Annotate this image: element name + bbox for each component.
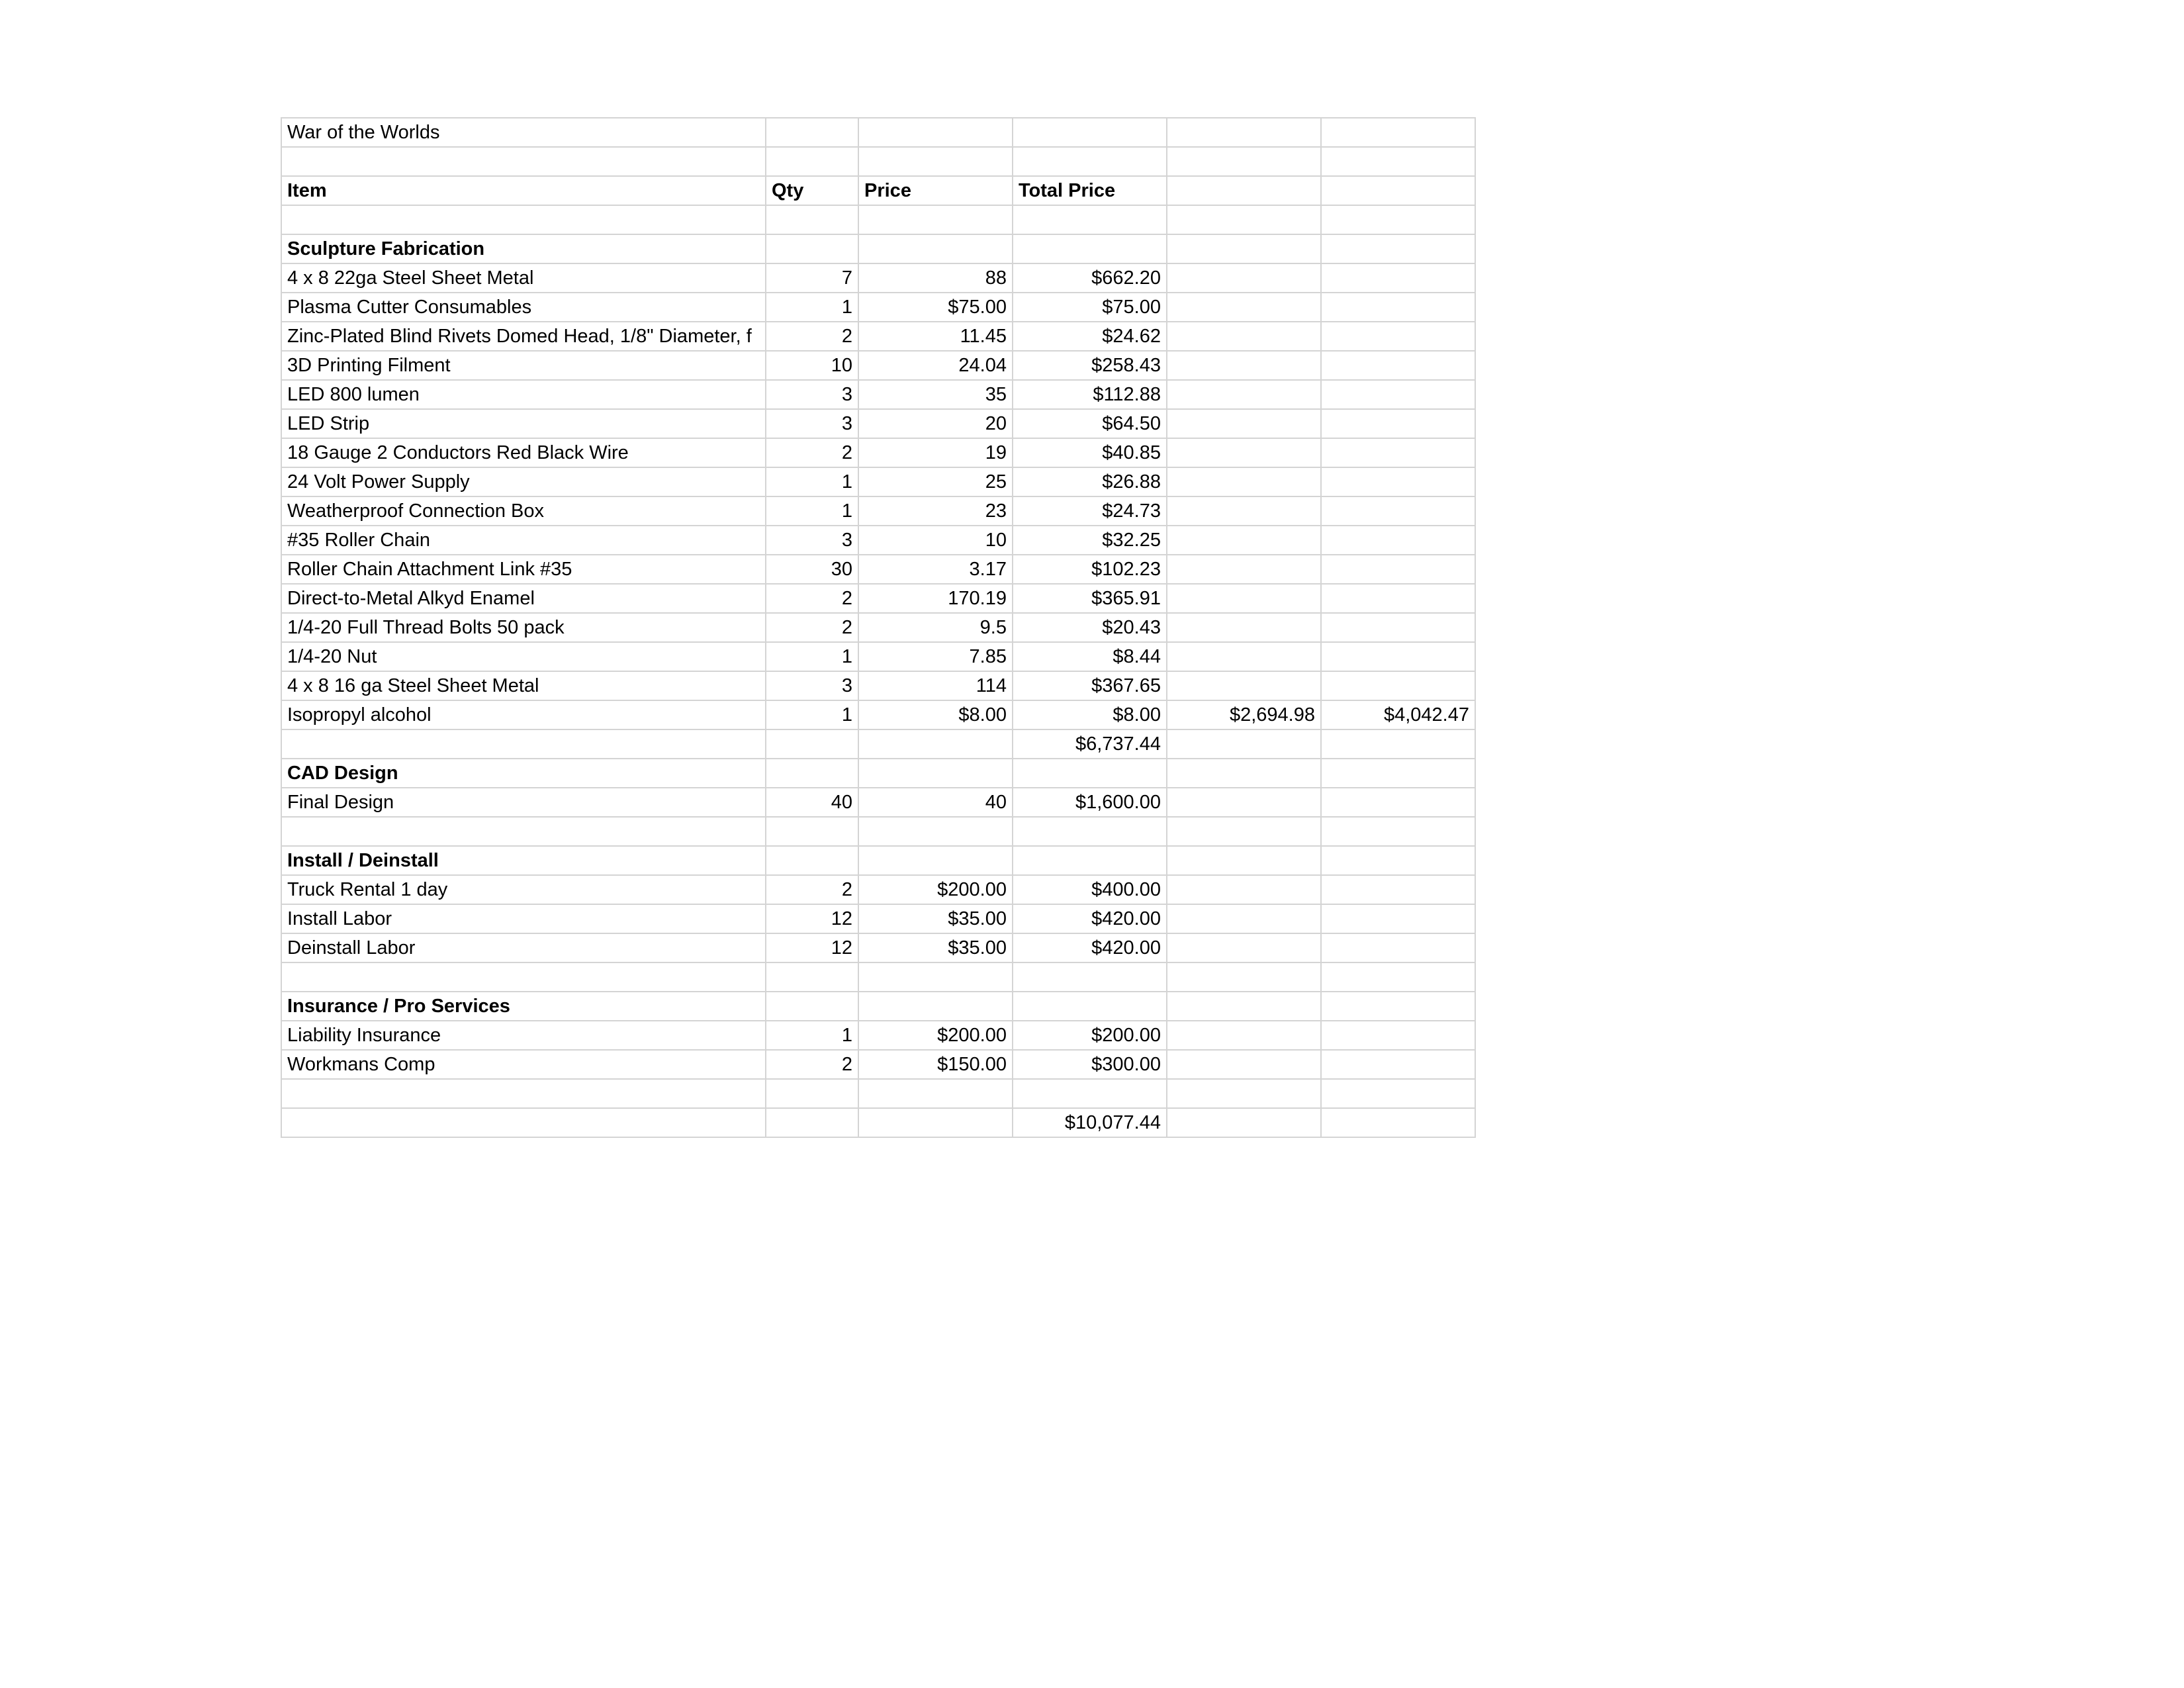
table-row [281, 1050, 1475, 1079]
cell-r5-c0[interactable]: 4 x 8 22ga Steel Sheet Metal [281, 263, 766, 293]
cell-r2-c2[interactable]: Price [858, 176, 1013, 205]
cell-r8-c3[interactable]: $258.43 [1013, 351, 1167, 380]
cell-r32-c1[interactable]: 2 [766, 1050, 858, 1079]
cell-r19-c2[interactable]: 114 [858, 671, 1013, 700]
table-row [281, 263, 1475, 293]
cell-r5-c2[interactable]: 88 [858, 263, 1013, 293]
table-row [281, 467, 1475, 496]
cell-r2-c3[interactable]: Total Price [1013, 176, 1167, 205]
empty-row [281, 147, 1475, 176]
cell-r4-c0[interactable]: Sculpture Fabrication [281, 234, 766, 263]
cell-r0-c4[interactable] [1167, 118, 1321, 147]
cell-r27-c5[interactable] [1321, 904, 1475, 933]
cell-r28-c4[interactable] [1167, 933, 1321, 962]
cell-r25-c1[interactable] [766, 846, 858, 875]
cell-r12-c0[interactable]: 24 Volt Power Supply [281, 467, 766, 496]
cell-r16-c3[interactable]: $365.91 [1013, 584, 1167, 613]
cell-r27-c2[interactable]: $35.00 [858, 904, 1013, 933]
cell-r11-c2[interactable]: 19 [858, 438, 1013, 467]
table-row [281, 613, 1475, 642]
cell-r33-c0[interactable] [281, 1079, 766, 1108]
cell-r1-c1[interactable] [766, 147, 858, 176]
cell-r2-c1[interactable]: Qty [766, 176, 858, 205]
cell-r32-c0[interactable]: Workmans Comp [281, 1050, 766, 1079]
cell-r4-c2[interactable] [858, 234, 1013, 263]
cell-r19-c3[interactable]: $367.65 [1013, 671, 1167, 700]
cell-r12-c4[interactable] [1167, 467, 1321, 496]
spreadsheet-body [281, 118, 1475, 1137]
cell-r3-c1[interactable] [766, 205, 858, 234]
cell-r16-c0[interactable]: Direct-to-Metal Alkyd Enamel [281, 584, 766, 613]
cell-r17-c1[interactable]: 2 [766, 613, 858, 642]
cell-r10-c3[interactable]: $64.50 [1013, 409, 1167, 438]
cell-r1-c3[interactable] [1013, 147, 1167, 176]
cell-r23-c1[interactable]: 40 [766, 788, 858, 817]
cell-r29-c3[interactable] [1013, 962, 1167, 992]
cell-r26-c3[interactable]: $400.00 [1013, 875, 1167, 904]
cell-r13-c5[interactable] [1321, 496, 1475, 526]
cell-r14-c2[interactable]: 10 [858, 526, 1013, 555]
cell-r25-c4[interactable] [1167, 846, 1321, 875]
cell-r30-c5[interactable] [1321, 992, 1475, 1021]
cell-r10-c2[interactable]: 20 [858, 409, 1013, 438]
cell-r24-c3[interactable] [1013, 817, 1167, 846]
cell-r33-c3[interactable] [1013, 1079, 1167, 1108]
cell-r6-c1[interactable]: 1 [766, 293, 858, 322]
cell-r11-c1[interactable]: 2 [766, 438, 858, 467]
cell-r7-c5[interactable] [1321, 322, 1475, 351]
cell-r19-c1[interactable]: 3 [766, 671, 858, 700]
cell-r15-c5[interactable] [1321, 555, 1475, 584]
cell-r7-c3[interactable]: $24.62 [1013, 322, 1167, 351]
section-header-row [281, 234, 1475, 263]
cell-r0-c0[interactable]: War of the Worlds [281, 118, 766, 147]
cell-r15-c0[interactable]: Roller Chain Attachment Link #35 [281, 555, 766, 584]
cell-r33-c4[interactable] [1167, 1079, 1321, 1108]
cell-r3-c4[interactable] [1167, 205, 1321, 234]
cell-r6-c3[interactable]: $75.00 [1013, 293, 1167, 322]
cell-r23-c0[interactable]: Final Design [281, 788, 766, 817]
cell-r7-c1[interactable]: 2 [766, 322, 858, 351]
cell-r3-c2[interactable] [858, 205, 1013, 234]
table-row [281, 322, 1475, 351]
cell-r14-c0[interactable]: #35 Roller Chain [281, 526, 766, 555]
cell-r21-c4[interactable] [1167, 729, 1321, 759]
table-row [281, 293, 1475, 322]
table-row [281, 584, 1475, 613]
cell-r6-c0[interactable]: Plasma Cutter Consumables [281, 293, 766, 322]
cell-r12-c5[interactable] [1321, 467, 1475, 496]
cell-r10-c4[interactable] [1167, 409, 1321, 438]
cell-r3-c5[interactable] [1321, 205, 1475, 234]
cell-r34-c4[interactable] [1167, 1108, 1321, 1137]
cell-r31-c0[interactable]: Liability Insurance [281, 1021, 766, 1050]
cell-r20-c4[interactable]: $2,694.98 [1167, 700, 1321, 729]
table-row [281, 438, 1475, 467]
cell-r17-c2[interactable]: 9.5 [858, 613, 1013, 642]
table-row [281, 904, 1475, 933]
cell-r29-c5[interactable] [1321, 962, 1475, 992]
table-row [281, 380, 1475, 409]
column-header-row [281, 176, 1475, 205]
spreadsheet-table [281, 117, 1476, 1138]
cell-r23-c2[interactable]: 40 [858, 788, 1013, 817]
cell-r30-c2[interactable] [858, 992, 1013, 1021]
cell-r11-c3[interactable]: $40.85 [1013, 438, 1167, 467]
cell-r20-c1[interactable]: 1 [766, 700, 858, 729]
cell-r5-c4[interactable] [1167, 263, 1321, 293]
cell-r2-c4[interactable] [1167, 176, 1321, 205]
cell-r22-c2[interactable] [858, 759, 1013, 788]
cell-r27-c0[interactable]: Install Labor [281, 904, 766, 933]
cell-r34-c3[interactable]: $10,077.44 [1013, 1108, 1167, 1137]
cell-r29-c0[interactable] [281, 962, 766, 992]
cell-r31-c4[interactable] [1167, 1021, 1321, 1050]
cell-r30-c3[interactable] [1013, 992, 1167, 1021]
table-row [281, 496, 1475, 526]
cell-r6-c4[interactable] [1167, 293, 1321, 322]
cell-r24-c1[interactable] [766, 817, 858, 846]
cell-r19-c5[interactable] [1321, 671, 1475, 700]
cell-r16-c4[interactable] [1167, 584, 1321, 613]
cell-r8-c0[interactable]: 3D Printing Filment [281, 351, 766, 380]
cell-r32-c3[interactable]: $300.00 [1013, 1050, 1167, 1079]
cell-r21-c3[interactable]: $6,737.44 [1013, 729, 1167, 759]
cell-r14-c1[interactable]: 3 [766, 526, 858, 555]
cell-r8-c4[interactable] [1167, 351, 1321, 380]
cell-r27-c3[interactable]: $420.00 [1013, 904, 1167, 933]
cell-r34-c2[interactable] [858, 1108, 1013, 1137]
cell-r21-c1[interactable] [766, 729, 858, 759]
cell-r10-c1[interactable]: 3 [766, 409, 858, 438]
empty-row [281, 962, 1475, 992]
cell-r20-c3[interactable]: $8.00 [1013, 700, 1167, 729]
cell-r20-c5[interactable]: $4,042.47 [1321, 700, 1475, 729]
cell-r1-c0[interactable] [281, 147, 766, 176]
cell-r18-c0[interactable]: 1/4-20 Nut [281, 642, 766, 671]
cell-r15-c3[interactable]: $102.23 [1013, 555, 1167, 584]
cell-r34-c0[interactable] [281, 1108, 766, 1137]
cell-r22-c1[interactable] [766, 759, 858, 788]
cell-r7-c2[interactable]: 11.45 [858, 322, 1013, 351]
cell-r24-c4[interactable] [1167, 817, 1321, 846]
cell-r15-c2[interactable]: 3.17 [858, 555, 1013, 584]
cell-r8-c2[interactable]: 24.04 [858, 351, 1013, 380]
cell-r28-c1[interactable]: 12 [766, 933, 858, 962]
cell-r5-c3[interactable]: $662.20 [1013, 263, 1167, 293]
cell-r0-c2[interactable] [858, 118, 1013, 147]
cell-r30-c1[interactable] [766, 992, 858, 1021]
cell-r18-c2[interactable]: 7.85 [858, 642, 1013, 671]
cell-r10-c5[interactable] [1321, 409, 1475, 438]
cell-r28-c2[interactable]: $35.00 [858, 933, 1013, 962]
cell-r22-c5[interactable] [1321, 759, 1475, 788]
cell-r0-c3[interactable] [1013, 118, 1167, 147]
cell-r10-c0[interactable]: LED Strip [281, 409, 766, 438]
cell-r1-c5[interactable] [1321, 147, 1475, 176]
cell-r5-c1[interactable]: 7 [766, 263, 858, 293]
cell-r26-c5[interactable] [1321, 875, 1475, 904]
grand-total-row [281, 1108, 1475, 1137]
table-row [281, 875, 1475, 904]
cell-r22-c4[interactable] [1167, 759, 1321, 788]
cell-r1-c4[interactable] [1167, 147, 1321, 176]
cell-r3-c3[interactable] [1013, 205, 1167, 234]
cell-r32-c5[interactable] [1321, 1050, 1475, 1079]
cell-r9-c4[interactable] [1167, 380, 1321, 409]
cell-r18-c3[interactable]: $8.44 [1013, 642, 1167, 671]
cell-r21-c0[interactable] [281, 729, 766, 759]
cell-r25-c2[interactable] [858, 846, 1013, 875]
cell-r4-c1[interactable] [766, 234, 858, 263]
cell-r22-c0[interactable]: CAD Design [281, 759, 766, 788]
cell-r33-c2[interactable] [858, 1079, 1013, 1108]
cell-r28-c5[interactable] [1321, 933, 1475, 962]
cell-r13-c1[interactable]: 1 [766, 496, 858, 526]
cell-r0-c1[interactable] [766, 118, 858, 147]
cell-r26-c1[interactable]: 2 [766, 875, 858, 904]
cell-r29-c4[interactable] [1167, 962, 1321, 992]
subtotal-row [281, 729, 1475, 759]
cell-r24-c5[interactable] [1321, 817, 1475, 846]
sheet-title-row [281, 118, 1475, 147]
cell-r26-c0[interactable]: Truck Rental 1 day [281, 875, 766, 904]
empty-row [281, 817, 1475, 846]
cell-r14-c4[interactable] [1167, 526, 1321, 555]
cell-r12-c2[interactable]: 25 [858, 467, 1013, 496]
cell-r33-c5[interactable] [1321, 1079, 1475, 1108]
table-row [281, 409, 1475, 438]
cell-r14-c3[interactable]: $32.25 [1013, 526, 1167, 555]
cell-r6-c2[interactable]: $75.00 [858, 293, 1013, 322]
cell-r6-c5[interactable] [1321, 293, 1475, 322]
cell-r4-c4[interactable] [1167, 234, 1321, 263]
cell-r14-c5[interactable] [1321, 526, 1475, 555]
cell-r24-c0[interactable] [281, 817, 766, 846]
table-row [281, 700, 1475, 729]
cell-r26-c2[interactable]: $200.00 [858, 875, 1013, 904]
cell-r30-c4[interactable] [1167, 992, 1321, 1021]
cell-r4-c5[interactable] [1321, 234, 1475, 263]
cell-r32-c2[interactable]: $150.00 [858, 1050, 1013, 1079]
cell-r31-c3[interactable]: $200.00 [1013, 1021, 1167, 1050]
table-row [281, 351, 1475, 380]
cell-r11-c4[interactable] [1167, 438, 1321, 467]
section-header-row [281, 846, 1475, 875]
cell-r24-c2[interactable] [858, 817, 1013, 846]
cell-r33-c1[interactable] [766, 1079, 858, 1108]
empty-row [281, 205, 1475, 234]
cell-r25-c0[interactable]: Install / Deinstall [281, 846, 766, 875]
cell-r11-c5[interactable] [1321, 438, 1475, 467]
cell-r9-c0[interactable]: LED 800 lumen [281, 380, 766, 409]
cell-r20-c2[interactable]: $8.00 [858, 700, 1013, 729]
cell-r32-c4[interactable] [1167, 1050, 1321, 1079]
cell-r29-c2[interactable] [858, 962, 1013, 992]
cell-r8-c1[interactable]: 10 [766, 351, 858, 380]
cell-r13-c0[interactable]: Weatherproof Connection Box [281, 496, 766, 526]
cell-r9-c2[interactable]: 35 [858, 380, 1013, 409]
cell-r13-c4[interactable] [1167, 496, 1321, 526]
cell-r2-c0[interactable]: Item [281, 176, 766, 205]
empty-row [281, 1079, 1475, 1108]
cell-r21-c5[interactable] [1321, 729, 1475, 759]
cell-r27-c4[interactable] [1167, 904, 1321, 933]
cell-r28-c3[interactable]: $420.00 [1013, 933, 1167, 962]
cell-r12-c3[interactable]: $26.88 [1013, 467, 1167, 496]
cell-r23-c5[interactable] [1321, 788, 1475, 817]
cell-r15-c4[interactable] [1167, 555, 1321, 584]
cell-r9-c1[interactable]: 3 [766, 380, 858, 409]
cell-r20-c0[interactable]: Isopropyl alcohol [281, 700, 766, 729]
cell-r16-c2[interactable]: 170.19 [858, 584, 1013, 613]
cell-r7-c0[interactable]: Zinc-Plated Blind Rivets Domed Head, 1/8" Diameter, f [281, 322, 766, 351]
cell-r16-c5[interactable] [1321, 584, 1475, 613]
cell-r19-c0[interactable]: 4 x 8 16 ga Steel Sheet Metal [281, 671, 766, 700]
cell-r13-c3[interactable]: $24.73 [1013, 496, 1167, 526]
cell-r34-c5[interactable] [1321, 1108, 1475, 1137]
cell-r27-c1[interactable]: 12 [766, 904, 858, 933]
cell-r4-c3[interactable] [1013, 234, 1167, 263]
cell-r5-c5[interactable] [1321, 263, 1475, 293]
cell-r28-c0[interactable]: Deinstall Labor [281, 933, 766, 962]
cell-r23-c4[interactable] [1167, 788, 1321, 817]
cell-r13-c2[interactable]: 23 [858, 496, 1013, 526]
cell-r17-c4[interactable] [1167, 613, 1321, 642]
cell-r15-c1[interactable]: 30 [766, 555, 858, 584]
cell-r21-c2[interactable] [858, 729, 1013, 759]
cell-r25-c3[interactable] [1013, 846, 1167, 875]
table-row [281, 555, 1475, 584]
cell-r22-c3[interactable] [1013, 759, 1167, 788]
cell-r8-c5[interactable] [1321, 351, 1475, 380]
cell-r18-c4[interactable] [1167, 642, 1321, 671]
cell-r18-c1[interactable]: 1 [766, 642, 858, 671]
cell-r17-c3[interactable]: $20.43 [1013, 613, 1167, 642]
table-row [281, 1021, 1475, 1050]
cell-r0-c5[interactable] [1321, 118, 1475, 147]
cell-r18-c5[interactable] [1321, 642, 1475, 671]
cell-r11-c0[interactable]: 18 Gauge 2 Conductors Red Black Wire [281, 438, 766, 467]
cell-r19-c4[interactable] [1167, 671, 1321, 700]
cell-r17-c0[interactable]: 1/4-20 Full Thread Bolts 50 pack [281, 613, 766, 642]
cell-r7-c4[interactable] [1167, 322, 1321, 351]
cell-r30-c0[interactable]: Insurance / Pro Services [281, 992, 766, 1021]
cell-r23-c3[interactable]: $1,600.00 [1013, 788, 1167, 817]
cell-r26-c4[interactable] [1167, 875, 1321, 904]
cell-r29-c1[interactable] [766, 962, 858, 992]
cell-r16-c1[interactable]: 2 [766, 584, 858, 613]
cell-r25-c5[interactable] [1321, 846, 1475, 875]
table-row [281, 671, 1475, 700]
cell-r34-c1[interactable] [766, 1108, 858, 1137]
cell-r9-c5[interactable] [1321, 380, 1475, 409]
cell-r9-c3[interactable]: $112.88 [1013, 380, 1167, 409]
section-header-row [281, 759, 1475, 788]
cell-r31-c5[interactable] [1321, 1021, 1475, 1050]
section-header-row [281, 992, 1475, 1021]
cell-r31-c2[interactable]: $200.00 [858, 1021, 1013, 1050]
table-row [281, 933, 1475, 962]
table-row [281, 642, 1475, 671]
cell-r12-c1[interactable]: 1 [766, 467, 858, 496]
table-row [281, 788, 1475, 817]
cell-r17-c5[interactable] [1321, 613, 1475, 642]
cell-r31-c1[interactable]: 1 [766, 1021, 858, 1050]
cell-r3-c0[interactable] [281, 205, 766, 234]
cell-r1-c2[interactable] [858, 147, 1013, 176]
cell-r2-c5[interactable] [1321, 176, 1475, 205]
table-row [281, 526, 1475, 555]
